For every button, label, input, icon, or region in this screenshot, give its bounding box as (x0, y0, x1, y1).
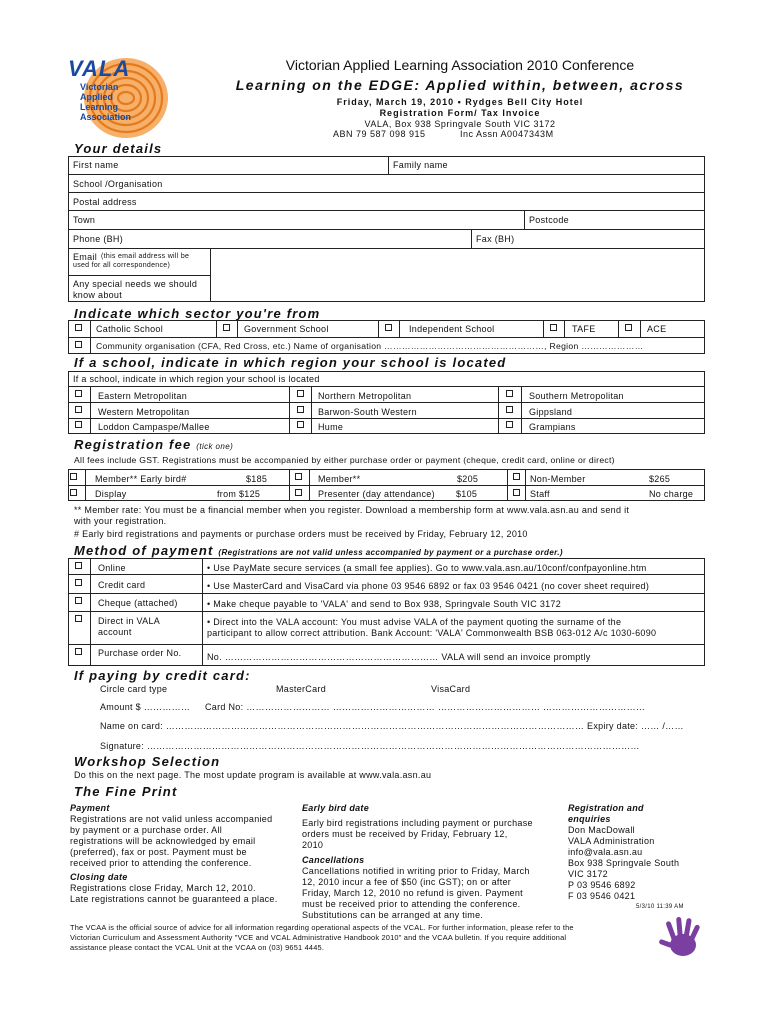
amount-field[interactable]: Amount $ …………… (100, 702, 191, 712)
region-checkbox[interactable] (75, 406, 82, 413)
date-venue: Friday, March 19, 2010 • Rydges Bell City Hotel (336, 97, 584, 107)
payment-title-text: Method of payment (74, 543, 214, 558)
sector-checkbox-government[interactable] (223, 324, 230, 331)
school-field[interactable]: School /Organisation (73, 179, 163, 189)
payment-purchase-desc[interactable]: No. …………………………………………………………… VALA will send an invoice promptly (207, 652, 591, 662)
fine-payment-line: by payment or a purchase order. All (70, 825, 223, 835)
region-gippsland: Gippsland (529, 407, 573, 417)
postcode-field[interactable]: Postcode (529, 215, 569, 225)
payment-title-note: (Registrations are not valid unless accompanied by payment or a purchase order.) (218, 548, 563, 557)
payment-credit: Credit card (98, 580, 146, 590)
purple-hand-icon (655, 915, 710, 965)
fee-checkbox-member-earlybird[interactable] (70, 473, 77, 480)
fee-footnote-2: with your registration. (74, 516, 167, 526)
fine-reg-line: VIC 3172 (568, 869, 608, 879)
fee-presenter-price: $105 (456, 489, 478, 499)
logo-org-line-3: Learning (80, 102, 119, 112)
email-note-1: (this email address will be (101, 253, 190, 260)
fine-payment-line: registrations will be acknowledged by email (70, 836, 256, 846)
fee-member-price: $205 (457, 474, 479, 484)
fee-title (74, 437, 233, 452)
timestamp: 5/3/10 11:39 AM (636, 904, 684, 910)
payment-direct-desc: • Direct into the VALA account: You must advise VALA of the payment quoting the surname of the (207, 617, 622, 627)
fee-presenter: Presenter (day attendance) (318, 489, 435, 499)
fee-checkbox-nonmember[interactable] (513, 473, 520, 480)
fee-checkbox-display[interactable] (70, 489, 77, 496)
fine-cancel-line: must be received prior to attending the conference. (302, 899, 521, 909)
region-western: Western Metropolitan (98, 407, 190, 417)
payment-direct-desc-2: participant to allow correct attribution. Bank Account: 'VALA' Commonwealth BSB 063-012 A/c 1030-6090 (207, 628, 657, 638)
fine-reg-heading-2: enquiries (568, 814, 611, 824)
region-checkbox[interactable] (297, 406, 304, 413)
region-eastern: Eastern Metropolitan (98, 391, 188, 401)
payment-purchase: Purchase order No. (98, 648, 182, 658)
payment-online: Online (98, 563, 126, 573)
payment-checkbox-cheque[interactable] (75, 597, 82, 604)
region-checkbox[interactable] (297, 421, 304, 428)
fax-field[interactable]: Fax (BH) (476, 234, 515, 244)
payment-cheque-desc: • Make cheque payable to 'VALA' and send to Box 938, Springvale South VIC 3172 (207, 599, 562, 609)
family-name-field[interactable]: Family name (393, 160, 448, 170)
fee-checkbox-presenter[interactable] (295, 489, 302, 496)
inc-assn: Inc Assn A0047343M (460, 129, 554, 139)
payment-online-desc: • Use PayMate secure services (a small fee applies). Go to www.vala.asn.au/10conf/confpayonline.htm (207, 563, 647, 573)
email-field[interactable]: Email (73, 252, 98, 262)
sector-checkbox-catholic[interactable] (75, 324, 82, 331)
region-grampians: Grampians (529, 422, 576, 432)
vala-logo (62, 48, 172, 138)
payment-checkbox-purchase[interactable] (75, 648, 82, 655)
abn: ABN 79 587 098 915 (333, 129, 426, 139)
page-title: Victorian Applied Learning Association 2010 Conference (285, 57, 635, 73)
vala-address: VALA, Box 938 Springvale South VIC 3172 (364, 119, 556, 129)
payment-credit-desc: • Use MasterCard and VisaCard via phone 03 9546 6892 or fax 03 9546 0421 (no cover sheet required) (207, 581, 650, 591)
fee-checkbox-member[interactable] (295, 473, 302, 480)
sector-checkbox-tafe[interactable] (550, 324, 557, 331)
your-details-title: Your details (74, 141, 163, 156)
fine-reg-line: VALA Administration (568, 836, 655, 846)
region-checkbox[interactable] (506, 390, 513, 397)
fine-reg-line: P 03 9546 6892 (568, 880, 636, 890)
fine-closing-heading: Closing date (70, 872, 128, 882)
sector-title: Indicate which sector you're from (74, 306, 321, 321)
sector-government: Government School (244, 324, 329, 334)
fine-payment-line: received prior to attending the conference. (70, 858, 252, 868)
workshop-text: Do this on the next page. The most update program is available at www.vala.asn.au (74, 770, 432, 780)
region-northern: Northern Metropolitan (318, 391, 412, 401)
region-checkbox[interactable] (297, 390, 304, 397)
logo-org-line-4: Association (80, 112, 132, 122)
footer-line-1: The VCAA is the official source of advice for all information regarding operational aspects of the VCAL. For further information, please refer to the (70, 923, 574, 932)
sector-tafe: TAFE (572, 324, 596, 334)
special-needs-field-1[interactable]: Any special needs we should (73, 279, 198, 289)
region-barwon: Barwon-South Western (318, 407, 417, 417)
sector-independent: Independent School (409, 324, 495, 334)
fine-reg-email[interactable]: info@vala.asn.au (568, 847, 643, 857)
fee-note: All fees include GST. Registrations must be accompanied by either purchase order or payment (cheque, credit card, online or direct) (74, 455, 615, 465)
fine-cancel-line: Cancellations notified in writing prior to Friday, March (302, 866, 530, 876)
payment-title (74, 543, 563, 558)
region-loddon: Loddon Campaspe/Mallee (98, 422, 210, 432)
sector-checkbox-independent[interactable] (385, 324, 392, 331)
fine-reg-line: Box 938 Springvale South (568, 858, 680, 868)
fine-earlybird-heading: Early bird date (302, 803, 370, 813)
circle-card-type: Circle card type (100, 684, 168, 694)
fine-earlybird-line: Early bird registrations including payment or purchase (302, 818, 533, 828)
fee-tick-note: (tick one) (196, 442, 234, 451)
fee-staff: Staff (530, 489, 550, 499)
phone-field[interactable]: Phone (BH) (73, 234, 124, 244)
fee-display-price: from $125 (217, 489, 261, 499)
sector-ace: ACE (647, 324, 667, 334)
town-field[interactable]: Town (73, 215, 96, 225)
fee-footnote-3: # Early bird registrations and payments or purchase orders must be received by Friday, February 12, 2010 (74, 529, 528, 539)
name-on-card-field[interactable]: Name on card: ……………………………………………………………………………………………………………………… Expiry date: …… /…… (100, 721, 684, 731)
region-southern: Southern Metropolitan (529, 391, 624, 401)
fine-payment-line: (preferred), fax or post. Payment must be (70, 847, 247, 857)
payment-checkbox-direct[interactable] (75, 615, 82, 622)
fee-staff-price: No charge (649, 489, 694, 499)
fee-title-text: Registration fee (74, 437, 192, 452)
fine-reg-line: F 03 9546 0421 (568, 891, 636, 901)
sector-checkbox-community[interactable] (75, 341, 82, 348)
workshop-title: Workshop Selection (74, 754, 221, 769)
fee-checkbox-staff[interactable] (513, 489, 520, 496)
fine-reg-line: Don MacDowall (568, 825, 635, 835)
email-note-2: used for all correspondence) (73, 262, 171, 269)
fee-nonmember-price: $265 (649, 474, 671, 484)
fine-cancel-line: Substitutions can be arranged at any time. (302, 910, 484, 920)
fine-reg-heading-1: Registration and (568, 803, 644, 813)
mastercard-option[interactable]: MasterCard (276, 684, 327, 694)
sector-community[interactable]: Community organisation (CFA, Red Cross, etc.) Name of organisation ………………………………………………, Region ………………… (96, 341, 644, 351)
sector-checkbox-ace[interactable] (625, 324, 632, 331)
postal-address-field[interactable]: Postal address (73, 197, 137, 207)
credit-title: If paying by credit card: (74, 668, 251, 683)
card-number-field[interactable]: Card No: ……………………… …………………………… …………………………… …………………………… (205, 702, 646, 712)
form-name: Registration Form/ Tax Invoice (379, 108, 541, 118)
fine-closing-line: Registrations close Friday, March 12, 2010. (70, 883, 256, 893)
fine-closing-line: Late registrations cannot be guaranteed a place. (70, 894, 278, 904)
fee-member: Member** (318, 474, 361, 484)
payment-direct-2: account (98, 627, 132, 637)
payment-direct: Direct in VALA (98, 616, 161, 626)
fee-nonmember: Non-Member (530, 474, 586, 484)
signature-field[interactable]: Signature: …………………………………………………………………………………………………………………………………………… (100, 741, 640, 751)
payment-cheque: Cheque (attached) (98, 598, 178, 608)
logo-org-line-1: Victorian (80, 82, 119, 92)
region-subtitle: If a school, indicate in which region your school is located (73, 374, 320, 384)
fee-footnote-1: ** Member rate: You must be a financial member when you register. Download a membership form at www.vala.asn.au and send it (74, 505, 630, 515)
visacard-option[interactable]: VisaCard (431, 684, 471, 694)
page-subtitle: Learning on the EDGE: Applied within, between, across (235, 77, 685, 93)
footer-line-2: Victorian Curriculum and Assessment Authority "VCE and VCAL Administrative Handbook 2010" and the VCAA bulletin. If you require additional (70, 933, 567, 942)
payment-checkbox-online[interactable] (75, 562, 82, 569)
fine-cancel-heading: Cancellations (302, 855, 365, 865)
region-title: If a school, indicate in which region your school is located (74, 355, 507, 370)
logo-text: VALA (68, 56, 131, 81)
footer-line-3: assistance please contact the VCAL Unit at the VCAA on (03) 9651 4445. (70, 943, 325, 952)
region-checkbox[interactable] (506, 421, 513, 428)
fine-earlybird-line: orders must be received by Friday, February 12, (302, 829, 508, 839)
fine-payment-heading: Payment (70, 803, 110, 813)
fine-earlybird-line: 2010 (302, 840, 324, 850)
special-needs-field-2: know about (73, 290, 123, 300)
fee-member-earlybird: Member** Early bird# (95, 474, 187, 484)
sector-catholic: Catholic School (96, 324, 164, 334)
fee-member-earlybird-price: $185 (246, 474, 268, 484)
region-checkbox[interactable] (506, 406, 513, 413)
region-checkbox[interactable] (75, 390, 82, 397)
logo-org-line-2: Applied (80, 92, 113, 102)
payment-checkbox-credit[interactable] (75, 579, 82, 586)
first-name-field[interactable]: First name (73, 160, 119, 170)
fine-print-title: The Fine Print (74, 784, 178, 799)
region-hume: Hume (318, 422, 344, 432)
fine-cancel-line: 12, 2010 incur a fee of $50 (inc GST); on or after (302, 877, 512, 887)
fine-payment-line: Registrations are not valid unless accompanied (70, 814, 273, 824)
fee-display: Display (95, 489, 127, 499)
region-checkbox[interactable] (75, 421, 82, 428)
fine-cancel-line: Friday, March 12, 2010 no refund is given. Payment (302, 888, 523, 898)
